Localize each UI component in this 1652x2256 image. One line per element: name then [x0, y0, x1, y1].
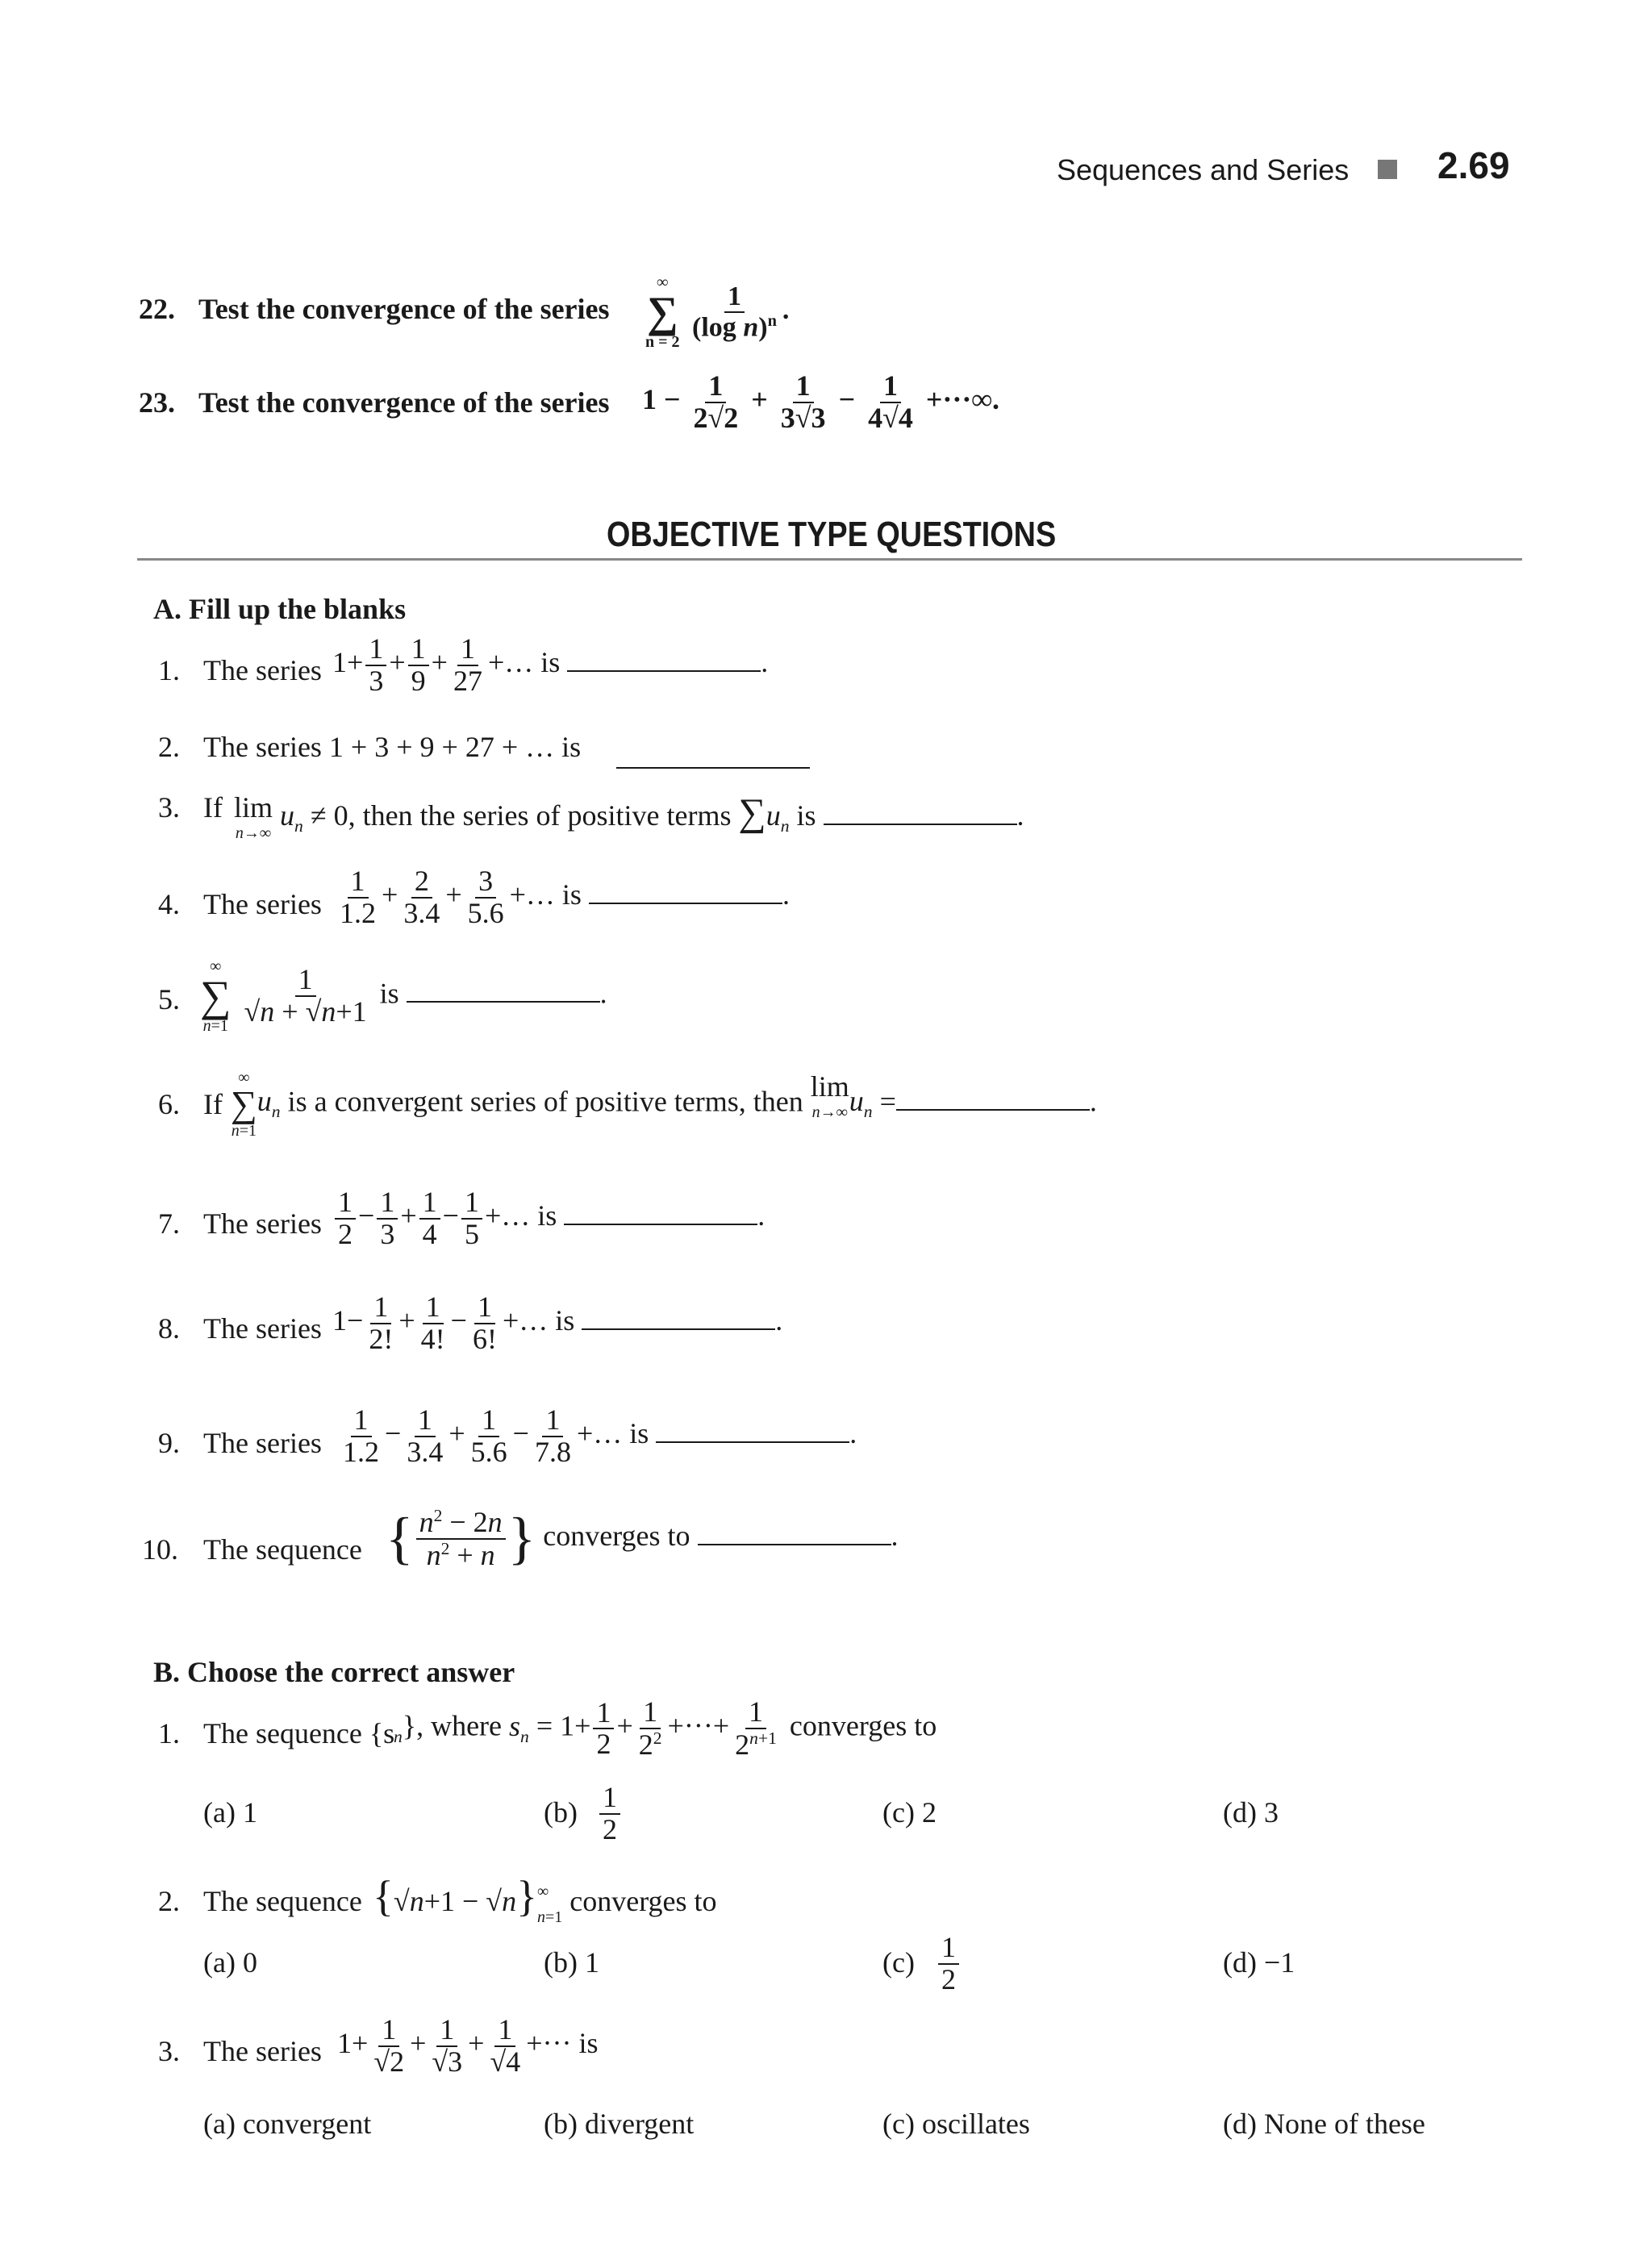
- a3-text: If: [203, 791, 223, 824]
- a8-text: The series: [203, 1312, 322, 1345]
- a10-number: 10.: [142, 1533, 178, 1566]
- section-rule: [137, 558, 1522, 561]
- b2-option-d[interactable]: (d) −1: [1223, 1946, 1295, 1979]
- b3-option-d[interactable]: (d) None of these: [1223, 2108, 1425, 2140]
- a2-number: 2.: [158, 731, 180, 763]
- b1-option-b-value: $\frac{1}{2}$: [597, 1783, 623, 1845]
- b2-option-c-value: $\frac{1}{2}$: [936, 1933, 962, 1995]
- a1-formula: 1+ $\frac{1}{3}$ + $\frac{1}{9}$ + $\frac{1}{27}$ +… is .: [332, 632, 769, 697]
- a10-text: The sequence: [203, 1533, 362, 1566]
- a1-text: The series: [203, 654, 322, 686]
- a8-formula: 1− $\frac{1}{2!}$ + $\frac{1}{4!}$ − $\frac{1}{6!}$ +… is .: [332, 1291, 783, 1355]
- exercise-22-formula: ∞ ∑ n = 2 $\frac{1}{(\log n)^n}$ .: [645, 273, 790, 351]
- b2-formula: {√n+1 − √n} ∞ n=1 converges to: [373, 1872, 717, 1926]
- exercise-22-number: 22.: [139, 293, 175, 325]
- b3-formula: 1+ $\frac{1}{√2}$ + $\frac{1}{√3}$ + $\frac{1}{√4}$ +··· is: [337, 2013, 599, 2078]
- b1-text: The sequence {s: [203, 1717, 395, 1749]
- a4-number: 4.: [158, 888, 180, 920]
- exercise-23-formula: 1 − $\frac{1}{2√2}$ + $\frac{1}{3√3}$ − $\frac{1}{4√4}$ +···∞.: [642, 369, 1000, 434]
- a6-text: If: [203, 1088, 223, 1120]
- b3-option-b[interactable]: (b) divergent: [544, 2108, 695, 2140]
- section-title: OBJECTIVE TYPE QUESTIONS: [607, 515, 1057, 554]
- b2-option-b[interactable]: (b) 1: [544, 1946, 599, 1979]
- exercise-23-text: Test the convergence of the series: [198, 386, 610, 419]
- part-b-heading: B. Choose the correct answer: [153, 1656, 515, 1688]
- b2-option-a[interactable]: (a) 0: [203, 1946, 257, 1979]
- a5-number: 5.: [158, 983, 180, 1015]
- a5-formula: ∞ ∑ n=1 $\frac{1}{√n + √n+1}$ is .: [200, 957, 607, 1035]
- part-a-heading: A. Fill up the blanks: [153, 593, 407, 625]
- a9-text: The series: [203, 1427, 322, 1459]
- b1-option-c[interactable]: (c) 2: [882, 1796, 937, 1829]
- b3-option-a[interactable]: (a) convergent: [203, 2108, 372, 2140]
- b3-number: 3.: [158, 2035, 180, 2067]
- b1-option-a[interactable]: (a) 1: [203, 1796, 257, 1829]
- b2-option-c[interactable]: (c): [882, 1946, 915, 1979]
- a1-number: 1.: [158, 654, 180, 686]
- b3-text: The series: [203, 2035, 322, 2067]
- a2-text: The series 1 + 3 + 9 + 27 + … is: [203, 731, 582, 763]
- a3-number: 3.: [158, 791, 180, 824]
- a7-formula: $\frac{1}{2}$ − $\frac{1}{3}$ + $\frac{1}{4}$ − $\frac{1}{5}$ +… is .: [332, 1187, 765, 1250]
- a6-number: 6.: [158, 1088, 180, 1120]
- exercise-23-number: 23.: [139, 386, 175, 419]
- a2-blank: [616, 758, 810, 773]
- a4-formula: $\frac{1}{1.2}$ + $\frac{2}{3.4}$ + $\frac{3}{5.6}$ +… is .: [340, 865, 790, 929]
- a8-number: 8.: [158, 1312, 180, 1345]
- running-title: Sequences and Series: [1057, 153, 1350, 186]
- b1-option-b[interactable]: (b): [544, 1796, 578, 1829]
- a6-formula: ∞ ∑ n=1 $u_n$ is a convergent series of positive terms, then lim n→∞ $u_n$ = .: [231, 1069, 1097, 1140]
- b1-option-d[interactable]: (d) 3: [1223, 1796, 1279, 1829]
- square-bullet-icon: [1378, 160, 1397, 179]
- page-number: 2.69: [1437, 144, 1510, 186]
- b2-text: The sequence: [203, 1885, 362, 1917]
- a7-text: The series: [203, 1207, 322, 1240]
- a9-formula: $\frac{1}{1.2}$ − $\frac{1}{3.4}$ + $\frac{1}{5.6}$ − $\frac{1}{7.8}$ +… is .: [343, 1403, 857, 1468]
- a9-number: 9.: [158, 1427, 180, 1459]
- a10-formula: { $\frac{n^2 - 2n}{n^2 + n}$ } converges to .: [386, 1505, 899, 1571]
- b2-number: 2.: [158, 1885, 180, 1917]
- b1-formula: $_n$}, where $s_n = 1+$ $\frac{1}{2}$ + $\frac{1}{2^2}$ +···+ $\frac{1}{2^{n+1}}$ converges to: [394, 1695, 937, 1761]
- a3-formula: lim n→∞ $u_n \ne 0$, then the series of positive terms $\sum u_n$ is .: [234, 791, 1024, 842]
- a4-text: The series: [203, 888, 322, 920]
- a7-number: 7.: [158, 1207, 180, 1240]
- b3-option-c[interactable]: (c) oscillates: [882, 2108, 1030, 2140]
- b1-number: 1.: [158, 1717, 180, 1749]
- exercise-22-text: Test the convergence of the series: [198, 293, 610, 325]
